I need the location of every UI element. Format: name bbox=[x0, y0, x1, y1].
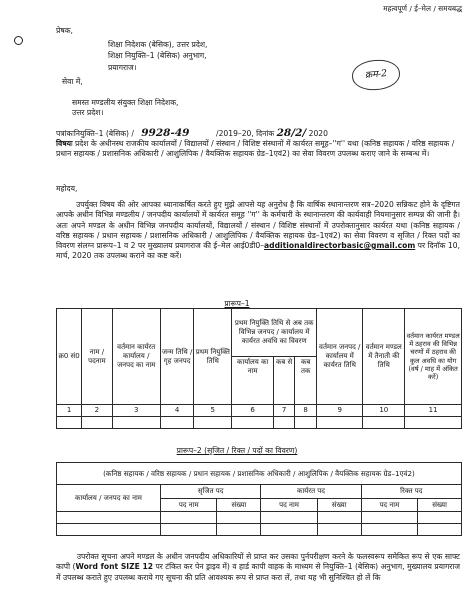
col-post-name: पद नाम bbox=[161, 499, 217, 512]
column-number: 1 bbox=[57, 405, 82, 417]
col-post-name: पद नाम bbox=[361, 499, 417, 512]
sender-line: शिक्षा नियुक्ति–1 (बेसिक) अनुभाग, bbox=[108, 51, 207, 61]
col-first-appointment: प्रथम नियुक्ति तिथि bbox=[194, 309, 232, 405]
col-current-division-date: वर्तमान मण्डल में तैनाती की तिथि bbox=[363, 309, 405, 405]
circle-mark-icon bbox=[14, 36, 23, 45]
recipient-line: उत्तर प्रदेश। bbox=[72, 108, 104, 118]
subject-block bbox=[56, 139, 460, 160]
closing-font-spec: Word font SIZE 12 bbox=[75, 562, 154, 572]
col-office-district: कार्यालय / जनपद का नाम bbox=[57, 485, 161, 512]
proforma2-table bbox=[56, 462, 462, 536]
seva-label: सेवा में, bbox=[62, 77, 83, 86]
col-count: संख्या bbox=[317, 499, 361, 512]
column-number-row bbox=[57, 405, 462, 417]
column-number: 6 bbox=[232, 405, 274, 417]
col-serial: क्र0 सं0 bbox=[57, 309, 82, 405]
sender-line: शिक्षा निदेशक (बेसिक), उत्तर प्रदेश, bbox=[108, 40, 208, 49]
col-current-office: वर्तमान कार्यरत कार्यालय / जनपद का नाम bbox=[112, 309, 160, 405]
reference-prefix: पत्रांकःनियुक्ति–1 (बेसिक) / bbox=[56, 129, 134, 138]
body-text: उपर्युक्त विषय की ओर आपका ध्यानाकर्षित करते हुए मुझे आपसे यह अनुरोध है कि वार्षिक स्थानान्तरण सत्र–2020 सन्निकट होने के दृष्टिगत आपके अधीन विभिन्न मण्डलीय / जनपदीय कार्यालयों में कार्यरत समूह ''ग'' के कर्मचारी के स्थानान्तरण की कार्यवाही नियमानुसार सम्पन्न की जानी है। अतः अपने मण्डल के अधीन विभिन्न जनपदीय कार्यालयों, विद्यालयों / संस्थान / विशिष्ट संस्थानों में उपरोक्तानुसार कार्यरत यथा (कनिष्ठ सहायक / वरिष्ठ सहायक / प्रधान सहायक / प्रशासनिक अधिकारी / आशुलिपिक / वैयक्तिक सहायक ग्रेड–1एवं2) का सेवा विवरण व सृजित / रिक्त पदों का विवरण संलग्न प्रारूप–1 व 2 पर मुख्यालय प्रयागराज की ई–मेल आई0डी0– bbox=[56, 200, 461, 250]
col-to: कब तक bbox=[295, 357, 317, 405]
column-number: 10 bbox=[363, 405, 405, 417]
sender-block bbox=[108, 40, 207, 74]
proforma1-title: प्रारूप–1 bbox=[224, 299, 250, 308]
column-number: 5 bbox=[194, 405, 232, 417]
column-number: 11 bbox=[405, 405, 462, 417]
body-paragraph bbox=[56, 200, 460, 262]
column-number: 4 bbox=[160, 405, 194, 417]
col-total-period: वर्तमान कार्यरत मण्डल में ठहराव की विभिन्न चरणों में ठहराव की कुल अवधि का योग (वर्ष / माह में अंकित करें) bbox=[405, 309, 462, 405]
subject-text: प्रदेश के अधीनस्थ राजकीय कार्यालयों / विद्यालयों / संस्थान / विशिष्ट संस्थानों में कार्यरत समूह–''ग'' यथा (कनिष्ठ सहायक / वरिष्ठ सहायक / प्रधान सहायक / प्रशासनिक अधिकारी / आशुलिपिक / वैयक्तिक सहायक ग्रेड–1एवं2) का सेवा विवरण उपलब्ध कराए जाने के सम्बन्ध में। bbox=[56, 139, 455, 159]
table-row bbox=[57, 524, 462, 536]
reference-date: 28/2/ bbox=[276, 127, 307, 139]
col-from: कब से bbox=[274, 357, 295, 405]
column-number: 3 bbox=[112, 405, 160, 417]
reference-number: 9928-49 bbox=[141, 127, 190, 139]
proforma2-title: प्रारूप–2 (सृजित / रिक्त / पदों का विवरण) bbox=[176, 446, 298, 455]
closing-text-after: पर टंकित कर पेन ड्राइव में) व हार्ड कापी वाहक के माध्यम से नियुक्ति–1 (बेसिक) अनुभाग, मुख्यालय प्रयागराज में उपलब्ध कराते हुए उपलब्ध कराये गए सूचना की प्रति आवश्यक रूप से प्राप्त करा लें, तथा यह भी सुनिश्चित हो लें कि bbox=[56, 562, 460, 582]
column-number: 7 bbox=[274, 405, 295, 417]
serial-stamp: क्रम-2 bbox=[351, 58, 401, 92]
table-row bbox=[57, 512, 462, 524]
col-count: संख्या bbox=[418, 499, 462, 512]
priority-label: महत्वपूर्ण / ई–मेल / समयबद्ध bbox=[383, 4, 462, 13]
col-count: संख्या bbox=[217, 499, 261, 512]
col-name-post: नाम / पदनाम bbox=[82, 309, 112, 405]
email-address: additionaldirectorbasic@gmail.com bbox=[264, 241, 416, 250]
proforma1-table bbox=[56, 308, 462, 429]
col-current-post-date: वर्तमान जनपद / कार्यालय में कार्यरत तिथि bbox=[317, 309, 363, 405]
closing-text: उपरोक्त सूचना अपने मण्डल के अधीन जनपदीय अधिकारियों से प्राप्त कर उसका पुर्नपरीक्षण करने के फलस्वरूप समेकित रूप से एक साफ्ट कापी ( bbox=[56, 552, 461, 572]
col-sanctioned: सृजित पद bbox=[161, 485, 261, 499]
salutation: महोदय, bbox=[56, 184, 78, 193]
recipient-line: समस्त मण्डलीय संयुक्त शिक्षा निदेशक, bbox=[72, 98, 179, 107]
reference-year-suffix: 2020 bbox=[308, 129, 328, 138]
table-row bbox=[57, 417, 462, 429]
col-tenure-group: प्रथम नियुक्ति तिथि से अब तक विभिन्न जनपद / कार्यालय में कार्यरत अवधि का विवरण bbox=[232, 309, 317, 357]
body-text-after: पर दिनॉक 10, मार्च, 2020 तक उपलब्ध कराने का कष्ट करें। bbox=[56, 241, 461, 261]
reference-year: /2019–20, दिनांक bbox=[216, 129, 275, 138]
subject-label: विषयः bbox=[56, 139, 73, 148]
recipient-block bbox=[72, 98, 178, 119]
proforma2-category: (कनिष्ठ सहायक / वरिष्ठ सहायक / प्रधान सहायक / प्रशासनिक अधिकारी / आशुलिपिक / वैयक्तिक सहायक ग्रेड–1एवं2) bbox=[57, 463, 462, 485]
sender-label: प्रेषक, bbox=[56, 26, 73, 35]
col-office-name: कार्यालय का नाम bbox=[232, 357, 274, 405]
col-dob-home: जन्म तिथि / गृह जनपद bbox=[160, 309, 194, 405]
closing-paragraph bbox=[56, 552, 460, 583]
col-vacant: रिक्त पद bbox=[361, 485, 461, 499]
sender-line: प्रयागराज। bbox=[108, 62, 137, 72]
col-working: कार्यरत पद bbox=[261, 485, 361, 499]
col-post-name: पद नाम bbox=[261, 499, 317, 512]
column-number: 2 bbox=[82, 405, 112, 417]
column-number: 9 bbox=[317, 405, 363, 417]
column-number: 8 bbox=[295, 405, 317, 417]
